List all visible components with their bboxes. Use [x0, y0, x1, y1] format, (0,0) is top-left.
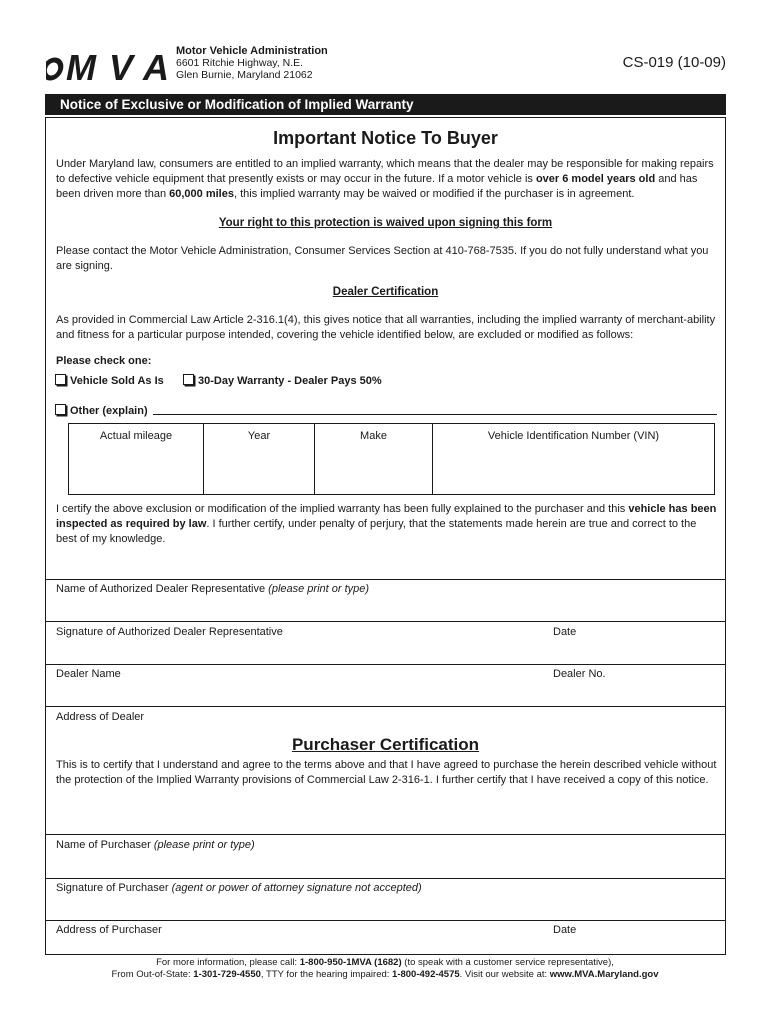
option-30-day[interactable]: 30-Day Warranty - Dealer Pays 50% — [183, 374, 382, 387]
notice-intro: Under Maryland law, consumers are entitled to an implied warranty, which means that the dealer may be responsible for making repairs to defective vehicle equipment that presently exists or may occur in the future. If a motor vehicle is over 6 model years old and has been driven more than 60,000 miles, this implied warranty may be waived or modified if the purchaser is in agreement. — [56, 158, 714, 200]
option-other[interactable]: Other (explain) — [55, 404, 148, 417]
purchaser-signature-field[interactable]: Signature of Purchaser (agent or power of attorney signature not accepted) — [56, 882, 422, 894]
agency-info — [176, 45, 328, 81]
purchaser-text: This is to certify that I understand and agree to the terms above and that I have agreed to purchase the herein described vehicle without the protection of the Implied Warranty provisions of Commercial Law 2-316-1. I further certify that I have received a copy of this notice. — [56, 759, 717, 786]
footer-line-2: From Out-of-State: 1-301-729-4550, TTY for the hearing impaired: 1-800-492-4575. Visit our website at: www.MVA.Maryland.gov — [111, 969, 659, 980]
checkbox-30-day[interactable] — [183, 374, 194, 385]
purchaser-heading: Purchaser Certification — [291, 735, 480, 754]
vehicle-table — [68, 423, 715, 495]
form-number: CS-019 (10-09) — [622, 54, 726, 71]
dealer-date-field[interactable]: Date — [553, 626, 577, 638]
agency-address-2: Glen Burnie, Maryland 21062 — [176, 69, 313, 81]
purchaser-date-field[interactable]: Date — [553, 924, 577, 936]
divider — [45, 579, 726, 580]
divider — [45, 621, 726, 622]
mva-logo — [46, 48, 171, 84]
svg-text:MVA: MVA — [66, 48, 169, 84]
option-as-is[interactable]: Vehicle Sold As Is — [55, 374, 164, 387]
footer-line-1: For more information, please call: 1-800-950-1MVA (1682) (to speak with a customer service representative), — [156, 957, 614, 968]
other-explain-line[interactable] — [153, 414, 717, 415]
checkbox-as-is[interactable] — [55, 374, 66, 385]
col-make[interactable]: Make — [315, 424, 433, 494]
dealer-cert-text: As provided in Commercial Law Article 2-316.1(4), this gives notice that all warranties, including the implied warranty of merchant-ability and fitness for a particular purpose intended, covering the vehicle identified below, are excluded or modified as follows: — [56, 314, 716, 341]
check-prompt: Please check one: — [56, 355, 152, 367]
rep-signature-field[interactable]: Signature of Authorized Dealer Representative — [56, 626, 283, 638]
dealer-cert-heading: Dealer Certification — [332, 286, 439, 298]
col-mileage[interactable]: Actual mileage — [69, 424, 204, 494]
divider — [45, 920, 726, 921]
col-year[interactable]: Year — [204, 424, 315, 494]
col-vin[interactable]: Vehicle Identification Number (VIN) — [487, 430, 660, 442]
checkbox-other[interactable] — [55, 404, 66, 415]
dealer-no-field[interactable]: Dealer No. — [553, 668, 606, 680]
certify-text: I certify the above exclusion or modification of the implied warranty has been fully explained to the purchaser and this vehicle has been inspected as required by law. I further certify, under penalty of perjury, that the statements made herein are true and correct to the best of my knowledge. — [56, 503, 717, 545]
divider — [45, 706, 726, 707]
waiver-heading: Your right to this protection is waived upon signing this form — [218, 217, 553, 229]
purchaser-name-field[interactable]: Name of Purchaser (please print or type) — [56, 839, 255, 851]
contact-text: Please contact the Motor Vehicle Administration, Consumer Services Section at 410-768-7535. If you do not fully understand what you are signing. — [56, 245, 709, 272]
agency-name: Motor Vehicle Administration — [176, 45, 328, 57]
agency-address-1: 6601 Ritchie Highway, N.E. — [176, 57, 304, 69]
divider — [45, 878, 726, 879]
divider — [45, 834, 726, 835]
purchaser-address-field[interactable]: Address of Purchaser — [56, 924, 162, 936]
notice-title: Important Notice To Buyer — [273, 128, 498, 148]
divider — [45, 664, 726, 665]
rep-name-field[interactable]: Name of Authorized Dealer Representative (please print or type) — [56, 583, 370, 595]
form-banner: Notice of Exclusive or Modification of Implied Warranty — [45, 94, 726, 115]
dealer-address-field[interactable]: Address of Dealer — [56, 711, 145, 723]
dealer-name-field[interactable]: Dealer Name — [56, 668, 121, 680]
